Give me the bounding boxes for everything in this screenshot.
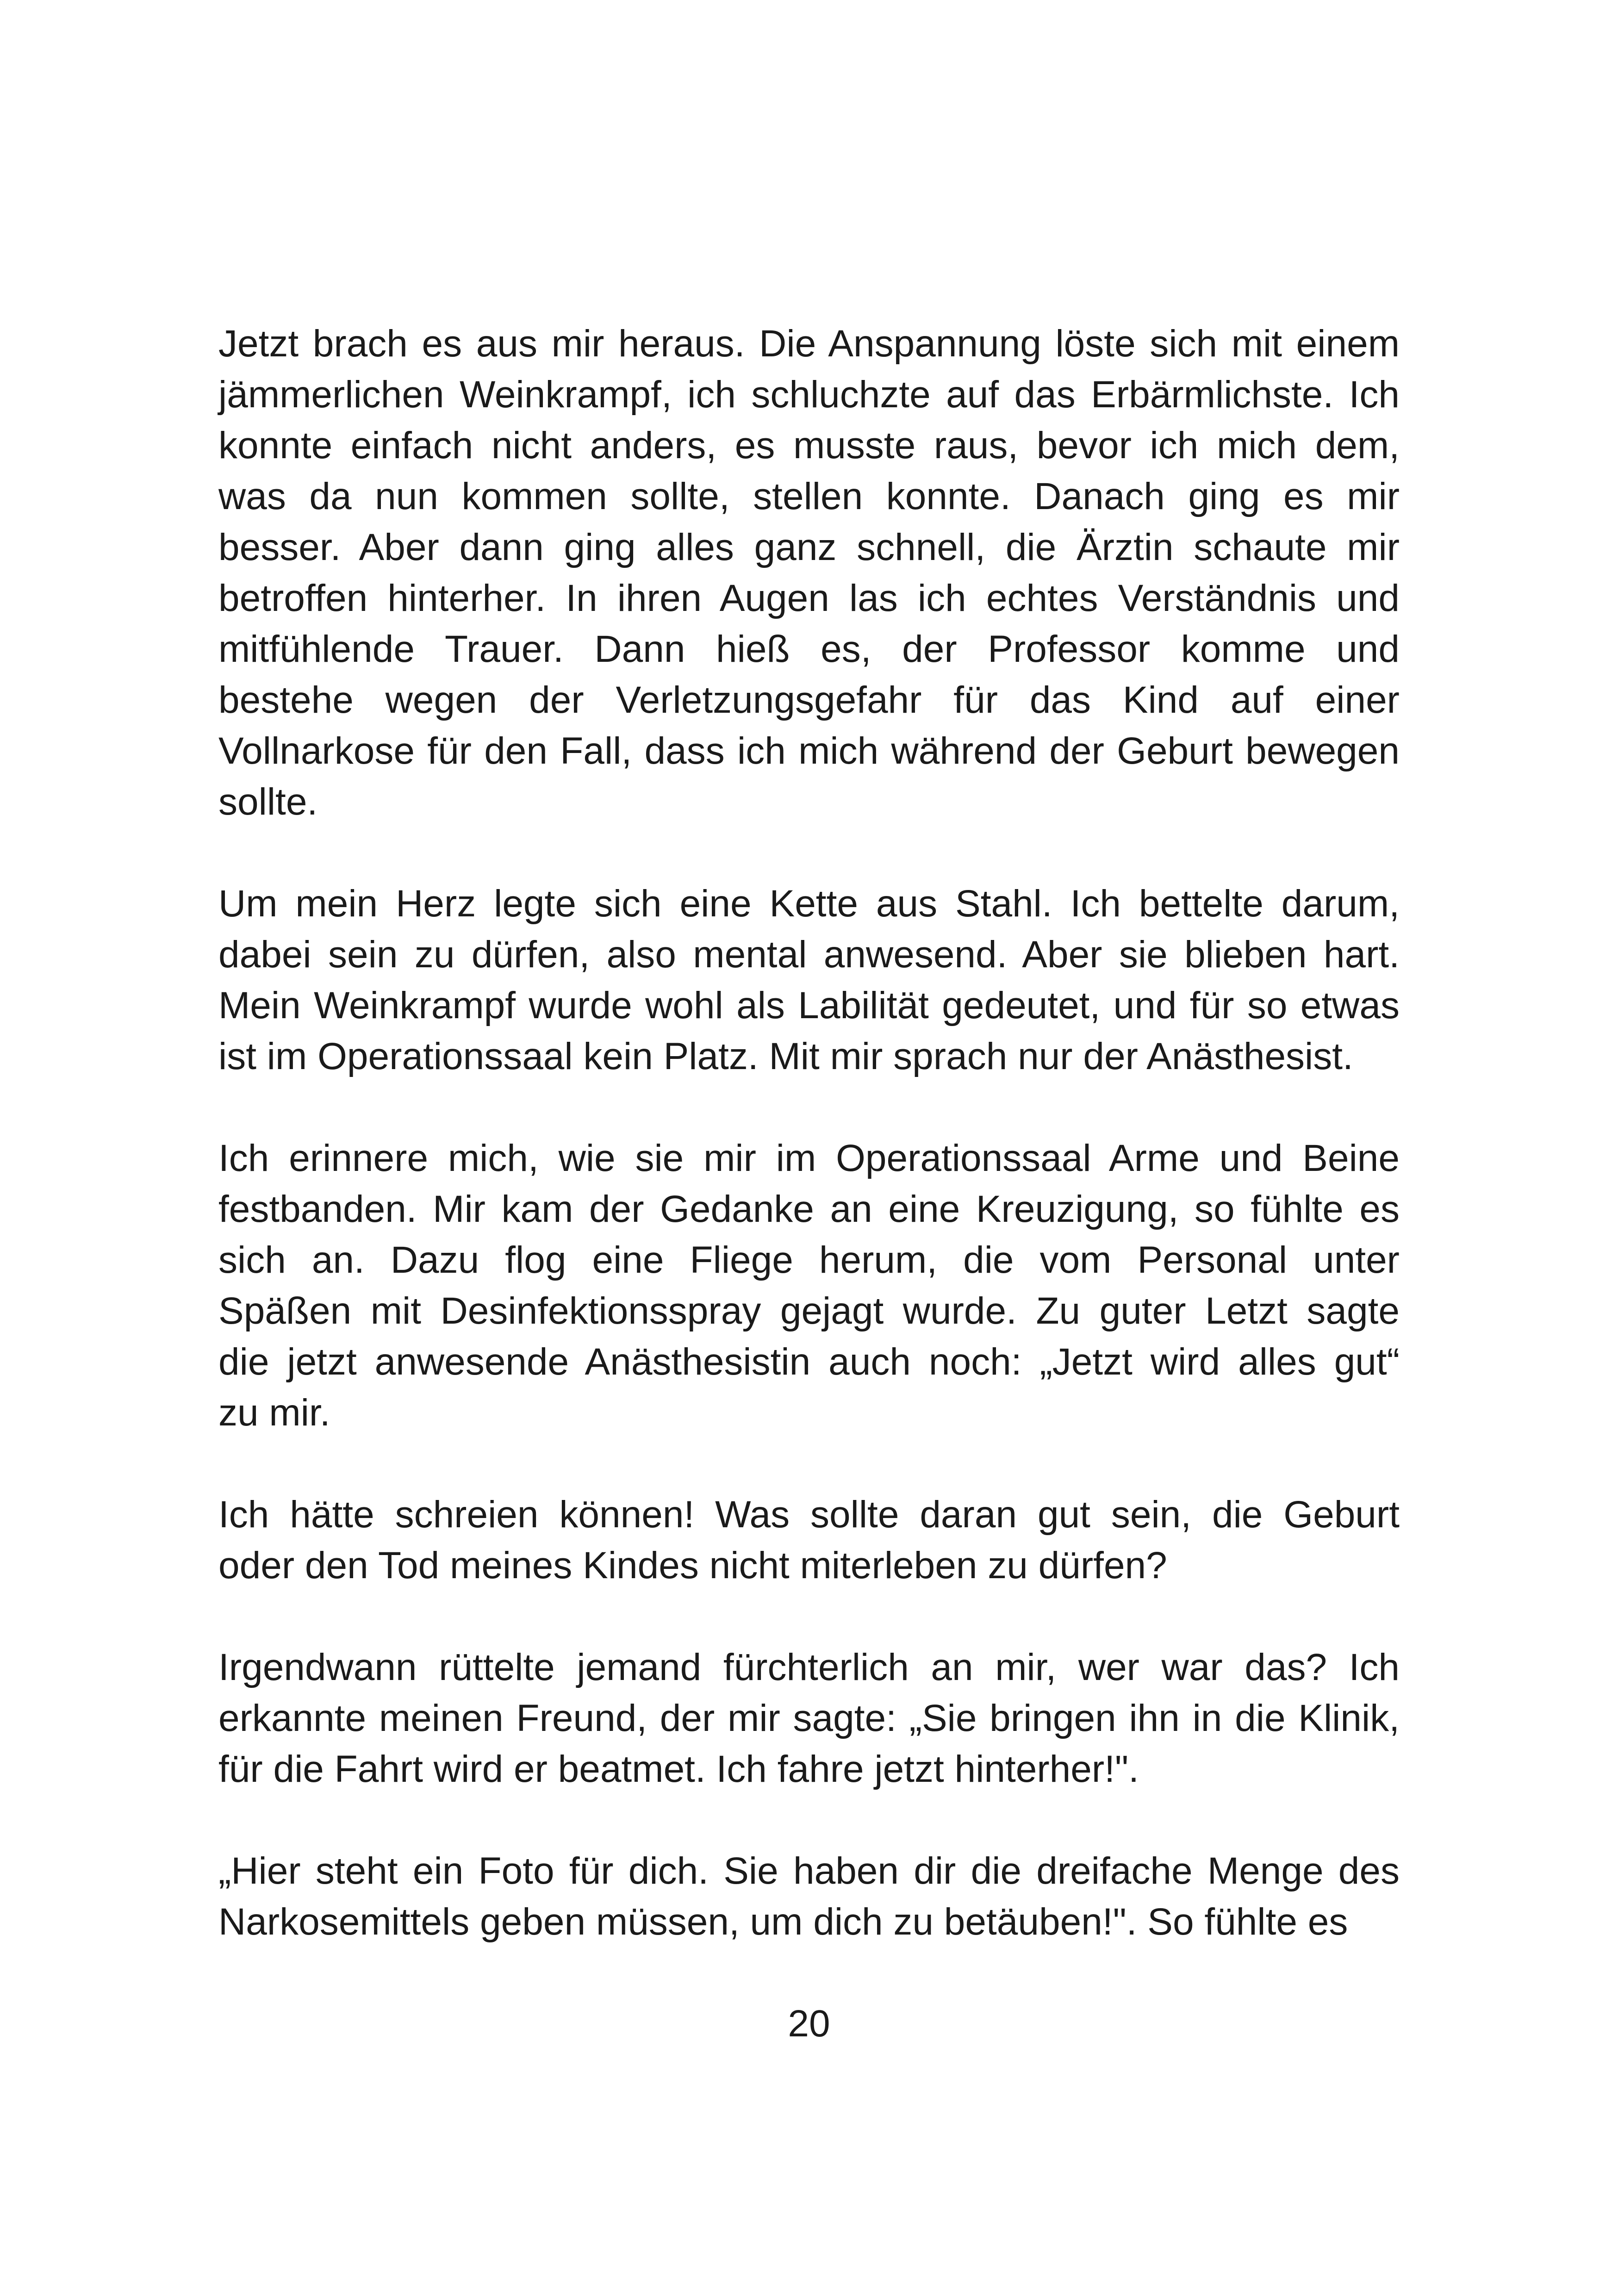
text-line: mitfühlende Trauer. Dann hieß es, der Professor komme und — [218, 628, 1400, 670]
text-line: bestehe wegen der Verletzungsgefahr für das Kind auf einer — [218, 679, 1400, 721]
text-line: erkannte meinen Freund, der mir sagte: „Sie bringen ihn in die Klinik, — [218, 1697, 1400, 1739]
page-number: 20 — [788, 2003, 830, 2045]
paragraph-3 — [218, 1133, 1400, 1438]
paragraph-2 — [218, 878, 1400, 1082]
text-line: Irgendwann rüttelte jemand fürchterlich an mir, wer war das? Ich — [218, 1646, 1400, 1688]
text-line: Späßen mit Desinfektionsspray gejagt wurde. Zu guter Letzt sagte — [218, 1290, 1400, 1332]
text-line: „Hier steht ein Foto für dich. Sie haben dir die dreifache Menge des — [218, 1850, 1400, 1892]
text-line: jämmerlichen Weinkrampf, ich schluchzte auf das Erbärmlichste. Ich — [218, 373, 1400, 416]
text-line: konnte einfach nicht anders, es musste raus, bevor ich mich dem, — [218, 424, 1400, 467]
text-line: Narkosemittels geben müssen, um dich zu betäuben!". So fühlte es — [218, 1901, 1348, 1943]
paragraph-4 — [218, 1489, 1400, 1591]
text-line: sollte. — [218, 781, 318, 823]
text-line: Jetzt brach es aus mir heraus. Die Anspannung löste sich mit einem — [218, 323, 1400, 365]
text-line: besser. Aber dann ging alles ganz schnell, die Ärztin schaute mir — [218, 526, 1400, 568]
text-line: sich an. Dazu flog eine Fliege herum, die vom Personal unter — [218, 1239, 1400, 1281]
text-line: oder den Tod meines Kindes nicht miterleben zu dürfen? — [218, 1544, 1167, 1587]
paragraph-6 — [218, 1846, 1400, 1948]
text-line: was da nun kommen sollte, stellen konnte. Danach ging es mir — [218, 475, 1400, 517]
text-line: Ich hätte schreien können! Was sollte daran gut sein, die Geburt — [218, 1493, 1400, 1536]
paragraph-1 — [218, 318, 1400, 828]
text-line: festbanden. Mir kam der Gedanke an eine Kreuzigung, so fühlte es — [218, 1188, 1400, 1230]
text-line: Um mein Herz legte sich eine Kette aus Stahl. Ich bettelte darum, — [218, 883, 1400, 925]
text-line: für die Fahrt wird er beatmet. Ich fahre jetzt hinterher!". — [218, 1748, 1139, 1790]
text-line: Vollnarkose für den Fall, dass ich mich während der Geburt bewegen — [218, 730, 1400, 772]
text-line: zu mir. — [218, 1392, 330, 1434]
text-line: dabei sein zu dürfen, also mental anwesend. Aber sie blieben hart. — [218, 933, 1400, 976]
paragraph-5 — [218, 1642, 1400, 1795]
text-line: die jetzt anwesende Anästhesistin auch noch: „Jetzt wird alles gut“ — [218, 1341, 1400, 1383]
text-line: ist im Operationssaal kein Platz. Mit mir sprach nur der Anästhesist. — [218, 1035, 1353, 1077]
text-line: Mein Weinkrampf wurde wohl als Labilität gedeutet, und für so etwas — [218, 984, 1400, 1027]
text-line: betroffen hinterher. In ihren Augen las ich echtes Verständnis und — [218, 577, 1400, 619]
text-line: Ich erinnere mich, wie sie mir im Operationssaal Arme und Beine — [218, 1137, 1400, 1179]
